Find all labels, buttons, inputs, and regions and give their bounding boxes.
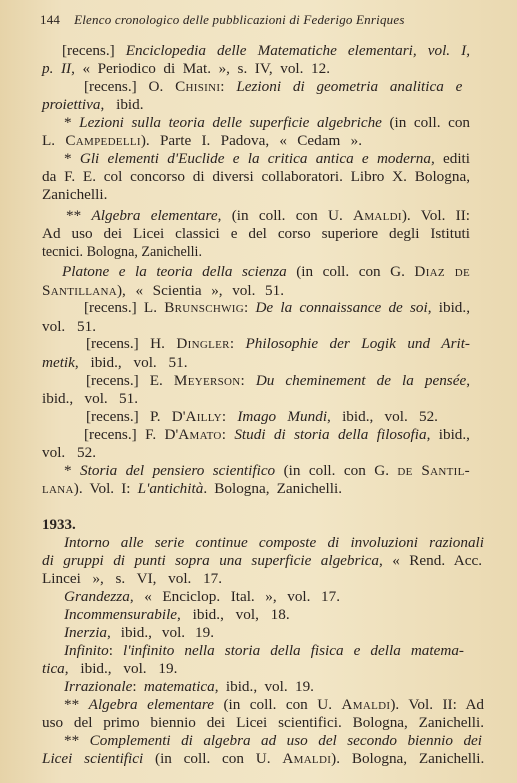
text-segment: , ibid., vol, 18. bbox=[177, 606, 290, 623]
text-line bbox=[42, 168, 470, 186]
text-segment: Campedelli bbox=[65, 132, 141, 149]
text-segment: di gruppi di punti sopra una superficie algebrica bbox=[42, 552, 379, 569]
text-line bbox=[42, 354, 188, 372]
text-segment: da F. E. col concorso di diversi collaboratori. Libro X. Bologna, bbox=[42, 168, 470, 185]
text-segment: Diaz de bbox=[414, 263, 470, 280]
text-segment: tecnici. Bologna, Zanichelli. bbox=[42, 243, 202, 260]
text-segment: (in coll. con U. bbox=[143, 750, 283, 767]
text-line bbox=[62, 263, 470, 281]
text-segment: De la connaissance de soi bbox=[255, 299, 428, 316]
text-segment: , ibid., vol. 19. bbox=[107, 624, 214, 641]
text-line bbox=[42, 750, 484, 768]
text-line bbox=[64, 114, 470, 132]
text-segment: * bbox=[64, 150, 80, 167]
text-segment: Intorno alle serie continue composte di involuzioni razionali bbox=[64, 534, 484, 551]
text-line bbox=[42, 570, 222, 588]
text-line bbox=[64, 462, 470, 480]
text-segment: : bbox=[221, 426, 235, 443]
text-segment: : bbox=[108, 642, 123, 659]
text-segment: lana bbox=[42, 480, 74, 497]
text-segment: proiettiva bbox=[42, 96, 101, 113]
text-segment: : bbox=[229, 335, 246, 352]
text-line bbox=[84, 426, 470, 444]
running-header bbox=[40, 12, 500, 28]
text-segment: Imago Mundi bbox=[237, 408, 328, 425]
text-segment: l'infinito nella storia della fisica e della matema- bbox=[122, 642, 464, 659]
text-segment: : bbox=[132, 678, 144, 695]
text-segment: Inerzia bbox=[64, 624, 108, 641]
text-segment: [recens.] F. D' bbox=[84, 426, 179, 443]
text-line bbox=[64, 588, 340, 606]
text-segment: [recens.] L. bbox=[84, 299, 165, 316]
text-segment: , ibid., bbox=[427, 299, 470, 316]
text-line bbox=[42, 318, 96, 336]
text-segment: Lincei », s. VI, vol. 17. bbox=[42, 570, 222, 587]
text-line bbox=[42, 282, 284, 300]
text-segment: (in coll. con G. bbox=[275, 462, 398, 479]
running-title: Elenco cronologico delle pubblicazioni di Federigo Enriques bbox=[74, 12, 405, 27]
text-segment: [recens.] E. bbox=[86, 372, 174, 389]
text-segment: tica bbox=[42, 660, 65, 677]
text-line bbox=[64, 642, 464, 660]
text-segment: : bbox=[220, 78, 237, 95]
text-line bbox=[64, 732, 482, 750]
text-line bbox=[64, 696, 484, 714]
text-segment: Dingler bbox=[176, 335, 230, 352]
text-line bbox=[86, 408, 438, 426]
text-segment: , « Periodico di Mat. », s. IV, vol. 12. bbox=[71, 60, 330, 77]
text-segment: Zanichelli. bbox=[42, 186, 108, 203]
text-line bbox=[42, 480, 342, 498]
text-segment: Amaldi bbox=[282, 750, 332, 767]
text-segment: Grandezza bbox=[64, 588, 130, 605]
page-number: 144 bbox=[40, 12, 61, 27]
text-line bbox=[42, 444, 96, 462]
text-segment: , ibid. bbox=[100, 96, 144, 113]
text-segment: Du cheminement de la pensée bbox=[255, 372, 467, 389]
text-line bbox=[64, 534, 484, 552]
text-line bbox=[42, 714, 484, 732]
text-segment: ). Parte I. Padova, « Cedam ». bbox=[140, 132, 362, 149]
text-segment: , « Rend. Acc. bbox=[378, 552, 482, 569]
text-segment: matematica bbox=[143, 678, 215, 695]
text-segment: ). Bologna, Zanichelli. bbox=[331, 750, 485, 767]
text-segment: Philosophie der Logik und Arit- bbox=[245, 335, 470, 352]
text-line bbox=[42, 225, 470, 243]
text-line bbox=[42, 186, 107, 204]
text-segment: Licei scientifici bbox=[42, 750, 144, 767]
text-segment: de Santil- bbox=[397, 462, 471, 479]
text-segment: p. II bbox=[42, 60, 72, 77]
text-segment: uso del primo biennio dei Licei scientifici. Bologna, Zanichelli. bbox=[42, 714, 484, 731]
text-segment: , bbox=[466, 372, 470, 389]
text-segment: Lezioni di geometria analitica e bbox=[236, 78, 463, 95]
text-segment: Amaldi bbox=[341, 696, 391, 713]
text-segment: Algebra elementare bbox=[88, 696, 214, 713]
text-segment: Enciclopedia delle Matematiche elementari, vol. I, bbox=[125, 42, 471, 59]
text-segment: * bbox=[64, 462, 81, 479]
text-segment: Gli elementi d'Euclide e la critica antica e moderna bbox=[79, 150, 431, 167]
text-segment: ibid., vol. 51. bbox=[42, 390, 138, 407]
text-segment: Lezioni sulla teoria delle superficie algebriche bbox=[79, 114, 382, 131]
text-line bbox=[84, 78, 462, 96]
year-heading: 1933. bbox=[42, 517, 76, 533]
text-segment: Chisini bbox=[175, 78, 221, 95]
text-segment: ), « Scientia », vol. 51. bbox=[117, 282, 284, 299]
text-segment: ** bbox=[64, 732, 90, 749]
text-segment: , ibid., vol. 19. bbox=[64, 660, 178, 677]
text-segment: : bbox=[221, 408, 238, 425]
text-segment: Amaldi bbox=[353, 207, 402, 224]
text-segment: Irrazionale bbox=[64, 678, 133, 695]
text-segment: Meyerson bbox=[173, 372, 241, 389]
text-segment: [recens.] bbox=[62, 42, 126, 59]
text-segment: , ibid., vol. 19. bbox=[214, 678, 314, 695]
text-segment: Brunschwig bbox=[164, 299, 244, 316]
text-segment: . Bologna, Zanichelli. bbox=[203, 480, 342, 497]
text-segment: [recens.] O. bbox=[84, 78, 176, 95]
text-segment: Infinito bbox=[64, 642, 109, 659]
text-segment: Ad uso dei Licei classici e del corso superiore degli Istituti bbox=[42, 225, 470, 242]
text-segment: [recens.] H. bbox=[86, 335, 177, 352]
text-segment: , ibid., vol. 52. bbox=[327, 408, 438, 425]
text-line bbox=[42, 132, 362, 150]
text-line bbox=[84, 299, 470, 317]
text-line bbox=[64, 606, 290, 624]
text-line bbox=[86, 335, 470, 353]
text-segment: Algebra elementare bbox=[91, 207, 218, 224]
text-line bbox=[62, 42, 470, 60]
text-line bbox=[64, 150, 470, 168]
text-segment: Ailly bbox=[185, 408, 222, 425]
text-line bbox=[42, 60, 330, 78]
text-line bbox=[42, 96, 144, 114]
text-segment: Platone e la teoria della scienza bbox=[62, 263, 287, 280]
text-line bbox=[86, 372, 470, 390]
text-segment: * bbox=[64, 114, 80, 131]
text-segment: , (in coll. con U. bbox=[217, 207, 354, 224]
text-segment: : bbox=[243, 299, 256, 316]
text-line bbox=[42, 660, 177, 678]
text-line bbox=[42, 243, 202, 261]
text-line bbox=[64, 678, 314, 696]
text-segment: L. bbox=[42, 132, 66, 149]
text-segment: vol. 52. bbox=[42, 444, 96, 461]
text-segment: (in coll. con G. bbox=[286, 263, 415, 280]
text-segment: vol. 51. bbox=[42, 318, 96, 335]
text-segment: , ibid., bbox=[426, 426, 470, 443]
text-segment: [recens.] P. D' bbox=[86, 408, 186, 425]
text-segment: Complementi di algebra ad uso del secondo biennio dei bbox=[89, 732, 483, 749]
text-segment: ** bbox=[64, 696, 89, 713]
text-segment: (in coll. con U. bbox=[213, 696, 342, 713]
text-line bbox=[66, 207, 470, 225]
text-line bbox=[42, 516, 76, 534]
text-segment: metik bbox=[42, 354, 75, 371]
text-segment: Santillana bbox=[42, 282, 117, 299]
text-segment: ). Vol. II: bbox=[401, 207, 470, 224]
text-segment: L'antichità bbox=[137, 480, 204, 497]
text-segment: Amato bbox=[178, 426, 222, 443]
text-segment: Incommensurabile bbox=[64, 606, 178, 623]
text-segment: ). Vol. II: Ad bbox=[390, 696, 485, 713]
text-segment: Studi di storia della filosofia bbox=[234, 426, 427, 443]
text-segment: : bbox=[240, 372, 256, 389]
text-segment: , « Enciclop. Ital. », vol. 17. bbox=[129, 588, 340, 605]
text-segment: ). Vol. I: bbox=[73, 480, 138, 497]
text-segment: (in coll. con bbox=[381, 114, 471, 131]
text-segment: , editi bbox=[430, 150, 470, 167]
text-segment: Storia del pensiero scientifico bbox=[80, 462, 276, 479]
text-line bbox=[42, 552, 482, 570]
text-line bbox=[42, 390, 138, 408]
text-segment: ** bbox=[66, 207, 92, 224]
text-line bbox=[64, 624, 214, 642]
text-segment: , ibid., vol. 51. bbox=[74, 354, 188, 371]
